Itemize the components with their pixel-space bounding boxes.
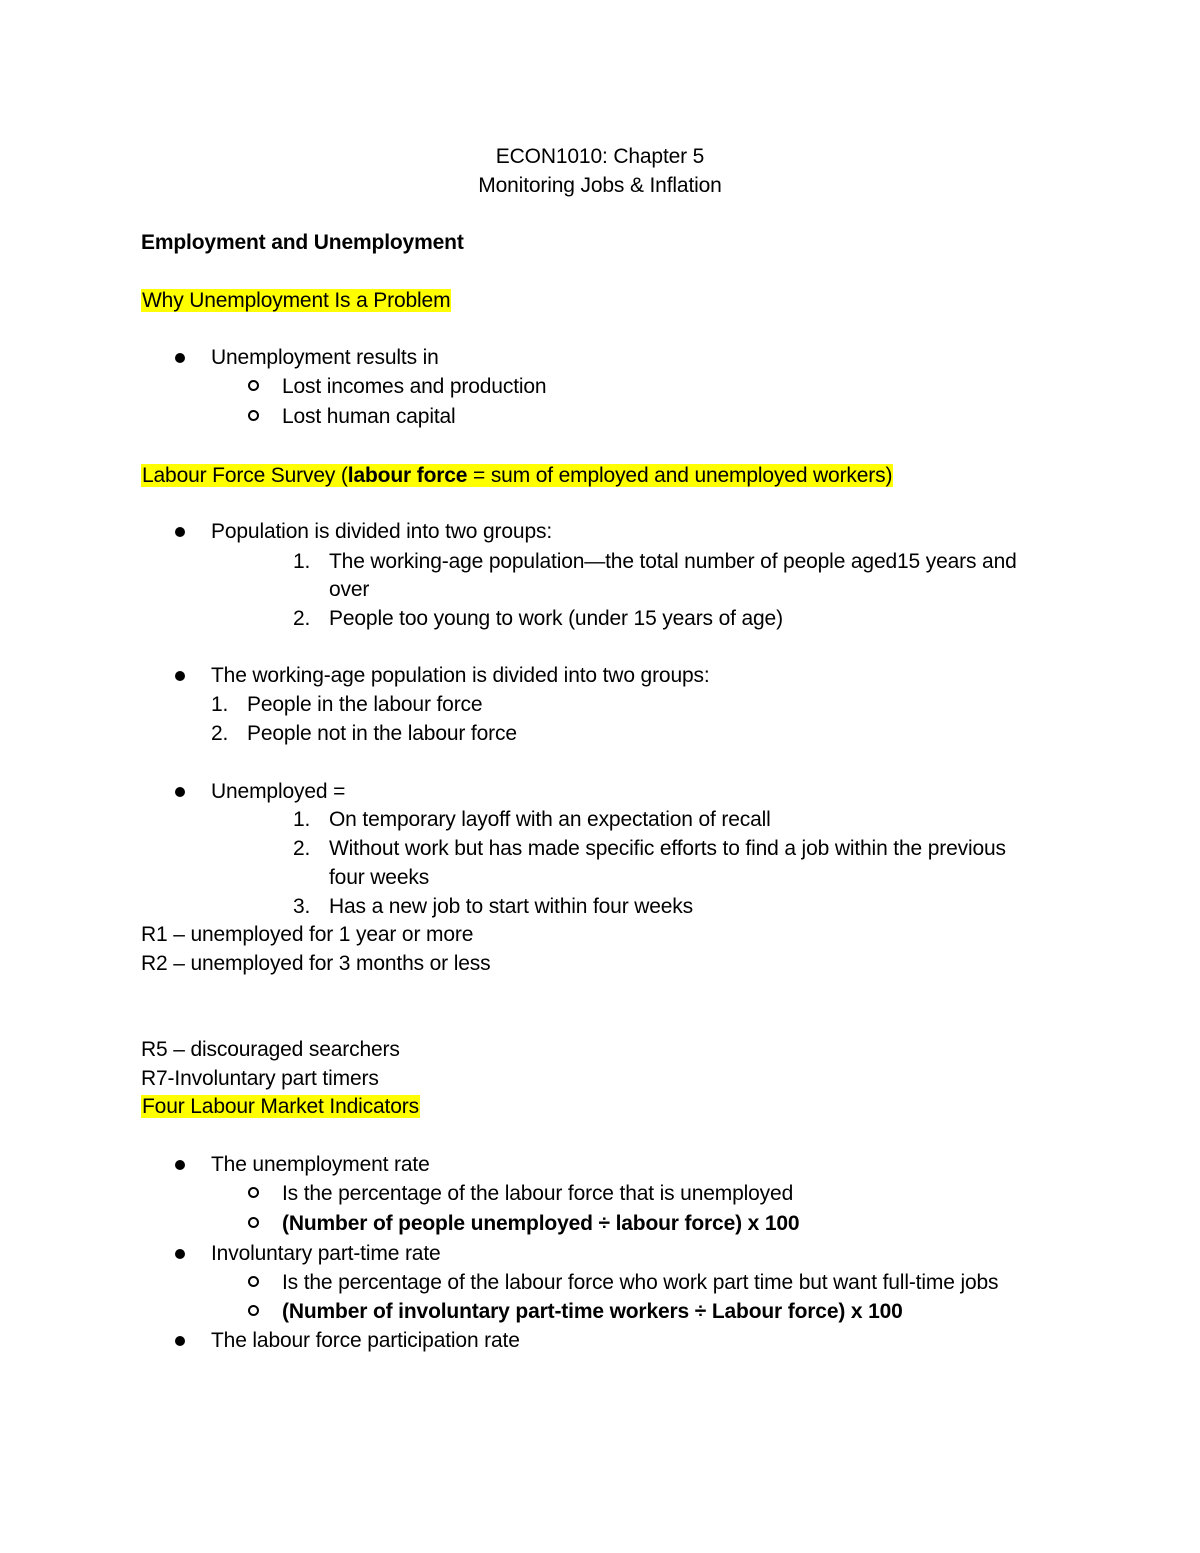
indicator-2-desc: Is the percentage of the labour force who work part time but want full-time jobs bbox=[282, 1271, 999, 1294]
r7-note: R7-Involuntary part timers bbox=[141, 1067, 379, 1090]
unemployed-item-3-number: 3. bbox=[293, 895, 311, 918]
working-age-bullet: The working-age population is divided into two groups: bbox=[211, 664, 710, 687]
indicator-2-formula: (Number of involuntary part-time workers ÷ Labour force) x 100 bbox=[282, 1300, 903, 1323]
bullet-icon bbox=[175, 1249, 185, 1259]
indicator-2-label: Involuntary part-time rate bbox=[211, 1242, 441, 1265]
r1-note: R1 – unemployed for 1 year or more bbox=[141, 923, 474, 946]
population-item-2: People too young to work (under 15 years of age) bbox=[329, 607, 783, 630]
indicator-1-desc: Is the percentage of the labour force that is unemployed bbox=[282, 1182, 794, 1205]
unemployed-item-1-number: 1. bbox=[293, 808, 311, 831]
population-item-1-cont: over bbox=[329, 578, 370, 601]
working-age-item-1: People in the labour force bbox=[247, 693, 483, 716]
sub-bullet-icon bbox=[248, 410, 259, 421]
working-age-item-1-number: 1. bbox=[211, 693, 229, 716]
indicators-heading: Four Labour Market Indicators bbox=[142, 1095, 419, 1118]
unemployed-item-1: On temporary layoff with an expectation of recall bbox=[329, 808, 771, 831]
population-bullet: Population is divided into two groups: bbox=[211, 520, 553, 543]
sub-bullet-icon bbox=[248, 1187, 259, 1198]
document-subtitle: Monitoring Jobs & Inflation bbox=[478, 174, 722, 197]
bullet-icon bbox=[175, 787, 185, 797]
population-item-1-number: 1. bbox=[293, 550, 311, 573]
unemployed-item-2-number: 2. bbox=[293, 837, 311, 860]
why-unemployment-heading: Why Unemployment Is a Problem bbox=[142, 289, 451, 312]
population-item-1: The working-age population—the total number of people aged15 years and bbox=[329, 550, 1017, 573]
why-unemployment-sub-2: Lost human capital bbox=[282, 405, 456, 428]
sub-bullet-icon bbox=[248, 380, 259, 391]
bullet-icon bbox=[175, 671, 185, 681]
why-unemployment-sub-1: Lost incomes and production bbox=[282, 375, 547, 398]
why-unemployment-bullet: Unemployment results in bbox=[211, 346, 439, 369]
unemployed-item-3: Has a new job to start within four weeks bbox=[329, 895, 694, 918]
indicator-1-label: The unemployment rate bbox=[211, 1153, 430, 1176]
sub-bullet-icon bbox=[248, 1276, 259, 1287]
r2-note: R2 – unemployed for 3 months or less bbox=[141, 952, 491, 975]
bullet-icon bbox=[175, 1160, 185, 1170]
unemployed-item-2-cont: four weeks bbox=[329, 866, 430, 889]
section-heading: Employment and Unemployment bbox=[141, 231, 464, 254]
bullet-icon bbox=[175, 353, 185, 363]
unemployed-item-2: Without work but has made specific efforts to find a job within the previous bbox=[329, 837, 1006, 860]
unemployed-bullet: Unemployed = bbox=[211, 780, 346, 803]
labour-force-survey-heading: Labour Force Survey (labour force = sum of employed and unemployed workers) bbox=[142, 464, 893, 487]
indicator-1-formula: (Number of people unemployed ÷ labour force) x 100 bbox=[282, 1212, 800, 1235]
bullet-icon bbox=[175, 1336, 185, 1346]
working-age-item-2-number: 2. bbox=[211, 722, 229, 745]
working-age-item-2: People not in the labour force bbox=[247, 722, 517, 745]
r5-note: R5 – discouraged searchers bbox=[141, 1038, 400, 1061]
bullet-icon bbox=[175, 527, 185, 537]
sub-bullet-icon bbox=[248, 1217, 259, 1228]
document-title: ECON1010: Chapter 5 bbox=[495, 145, 705, 168]
population-item-2-number: 2. bbox=[293, 607, 311, 630]
indicator-3-label: The labour force participation rate bbox=[211, 1329, 520, 1352]
sub-bullet-icon bbox=[248, 1305, 259, 1316]
